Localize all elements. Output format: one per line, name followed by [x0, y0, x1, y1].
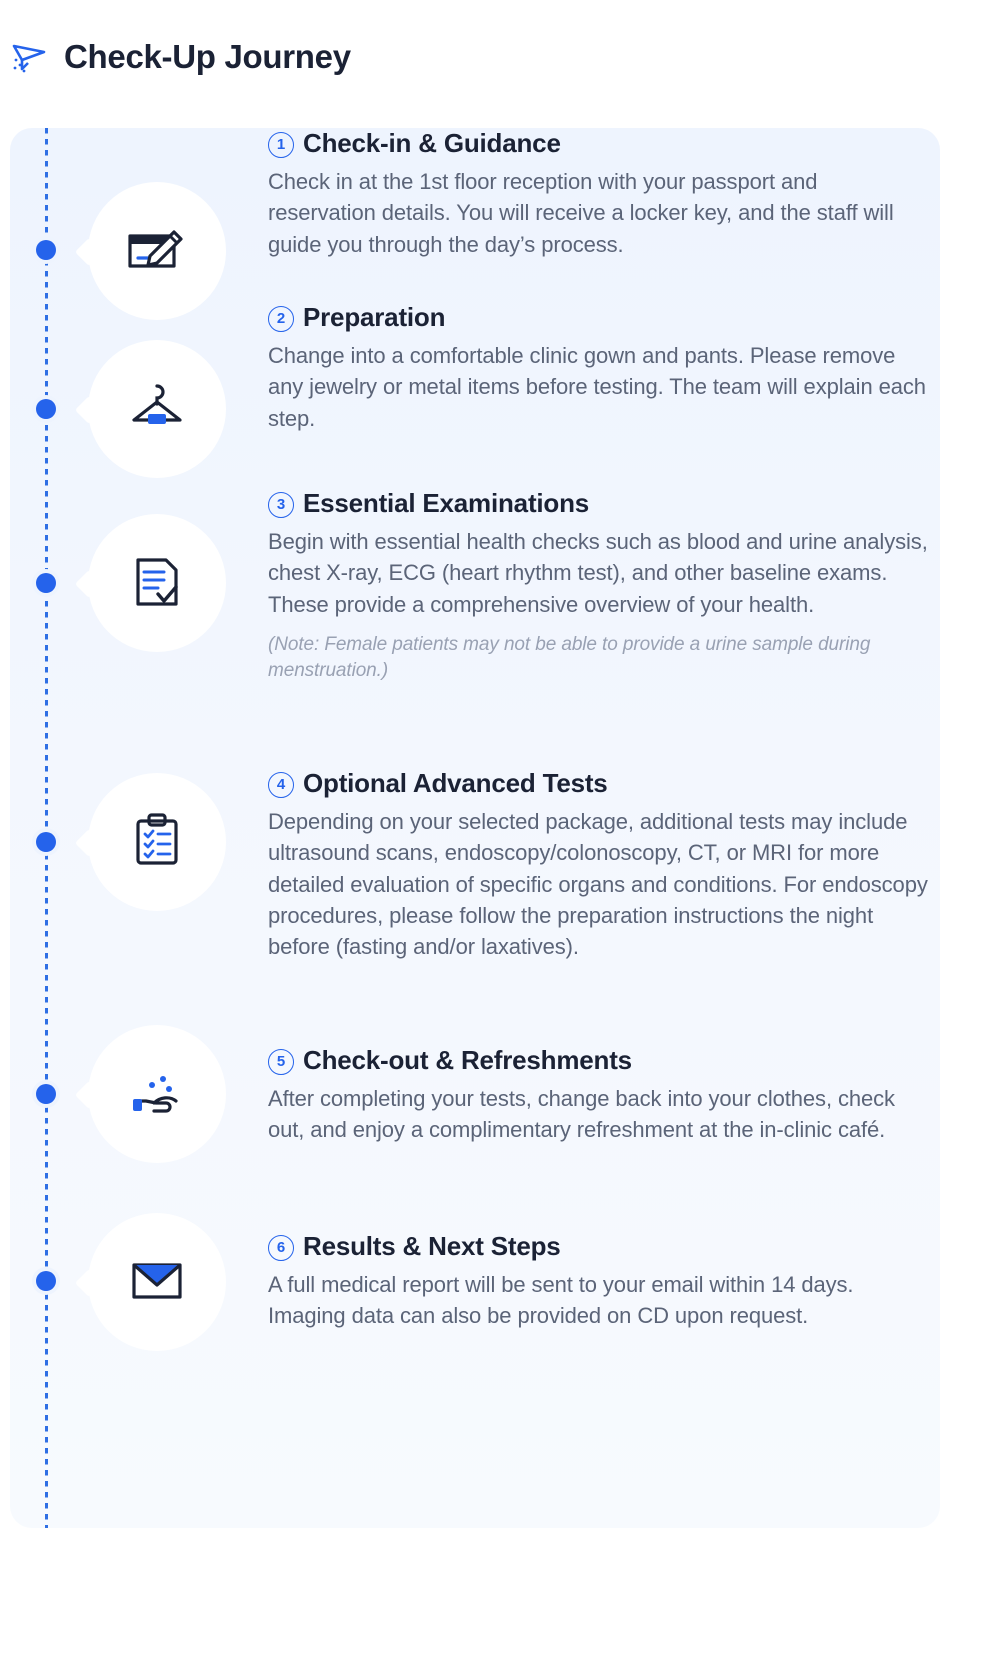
step-title: [268, 1045, 928, 1076]
step-title-text: Essential Examinations: [303, 488, 590, 518]
step-content: [268, 768, 958, 962]
step-description: Depending on your selected package, additional tests may include ultrasound scans, endoscopy/colonoscopy, CT, or MRI for more detailed evaluation of specific organs and conditions. For endoscopy procedures, please follow the preparation instructions the night before (fasting and/or laxatives).: [268, 809, 928, 960]
step-content: [268, 488, 958, 684]
step-number: 1: [268, 132, 294, 158]
timeline-dot: [36, 1271, 56, 1291]
step-icon-bubble: [88, 340, 226, 478]
step-icon-bubble: [88, 1213, 226, 1351]
step-title-text: Check-in & Guidance: [303, 128, 561, 158]
journey-step-2: [0, 302, 1001, 488]
step-title: [268, 488, 928, 519]
page-header: [0, 0, 1001, 75]
timeline-dot: [36, 573, 56, 593]
hand-refreshment-icon: [120, 1055, 194, 1134]
journey-step-4: [0, 768, 1001, 1045]
timeline-dot: [36, 832, 56, 852]
step-content: [268, 1045, 958, 1146]
step-number: 3: [268, 492, 294, 518]
journey-steps: [0, 128, 1001, 1411]
step-description: After completing your tests, change back into your clothes, check out, and enjoy a complimentary refreshment at the in-clinic café.: [268, 1086, 895, 1143]
step-icon-bubble: [88, 182, 226, 320]
step-description: Change into a comfortable clinic gown and pants. Please remove any jewelry or metal items before testing. The team will explain each step.: [268, 343, 926, 431]
step-description: A full medical report will be sent to your email within 14 days. Imaging data can also be provided on CD upon request.: [268, 1272, 854, 1329]
step-number: 4: [268, 772, 294, 798]
step-title-text: Check-out & Refreshments: [303, 1045, 632, 1075]
step-note: (Note: Female patients may not be able to provide a urine sample during menstruation.): [268, 633, 871, 681]
journey-step-5: [0, 1045, 1001, 1231]
step-content: [268, 128, 958, 260]
sign-in-pen-icon: [120, 212, 194, 291]
step-number: 6: [268, 1235, 294, 1261]
step-title-text: Preparation: [303, 302, 446, 332]
page-title: Check-Up Journey: [64, 37, 351, 75]
checklist-document-icon: [120, 544, 194, 623]
email-envelope-icon: [120, 1243, 194, 1322]
step-title: [268, 1231, 928, 1262]
step-description: Begin with essential health checks such as blood and urine analysis, chest X-ray, ECG (heart rhythm test), and other baseline exams. These provide a comprehensive overview of your health.: [268, 529, 928, 617]
timeline-dot: [36, 240, 56, 260]
step-content: [268, 1231, 958, 1332]
journey-step-3: [0, 488, 1001, 768]
clipboard-checklist-icon: [120, 803, 194, 882]
step-icon-bubble: [88, 514, 226, 652]
step-title: [268, 128, 928, 159]
step-title: [268, 768, 928, 799]
step-icon-bubble: [88, 1025, 226, 1163]
clothes-hanger-icon: [120, 370, 194, 449]
step-description: Check in at the 1st floor reception with your passport and reservation details. You will receive a locker key, and the staff will guide you through the day’s process.: [268, 169, 894, 257]
timeline-dot: [36, 1084, 56, 1104]
journey-step-6: [0, 1231, 1001, 1411]
step-number: 2: [268, 306, 294, 332]
step-title-text: Optional Advanced Tests: [303, 768, 608, 798]
timeline-dot: [36, 399, 56, 419]
step-content: [268, 302, 958, 434]
step-number: 5: [268, 1049, 294, 1075]
paper-plane-icon: [10, 38, 50, 78]
step-title-text: Results & Next Steps: [303, 1231, 561, 1261]
step-icon-bubble: [88, 773, 226, 911]
journey-step-1: [0, 128, 1001, 302]
step-title: [268, 302, 928, 333]
